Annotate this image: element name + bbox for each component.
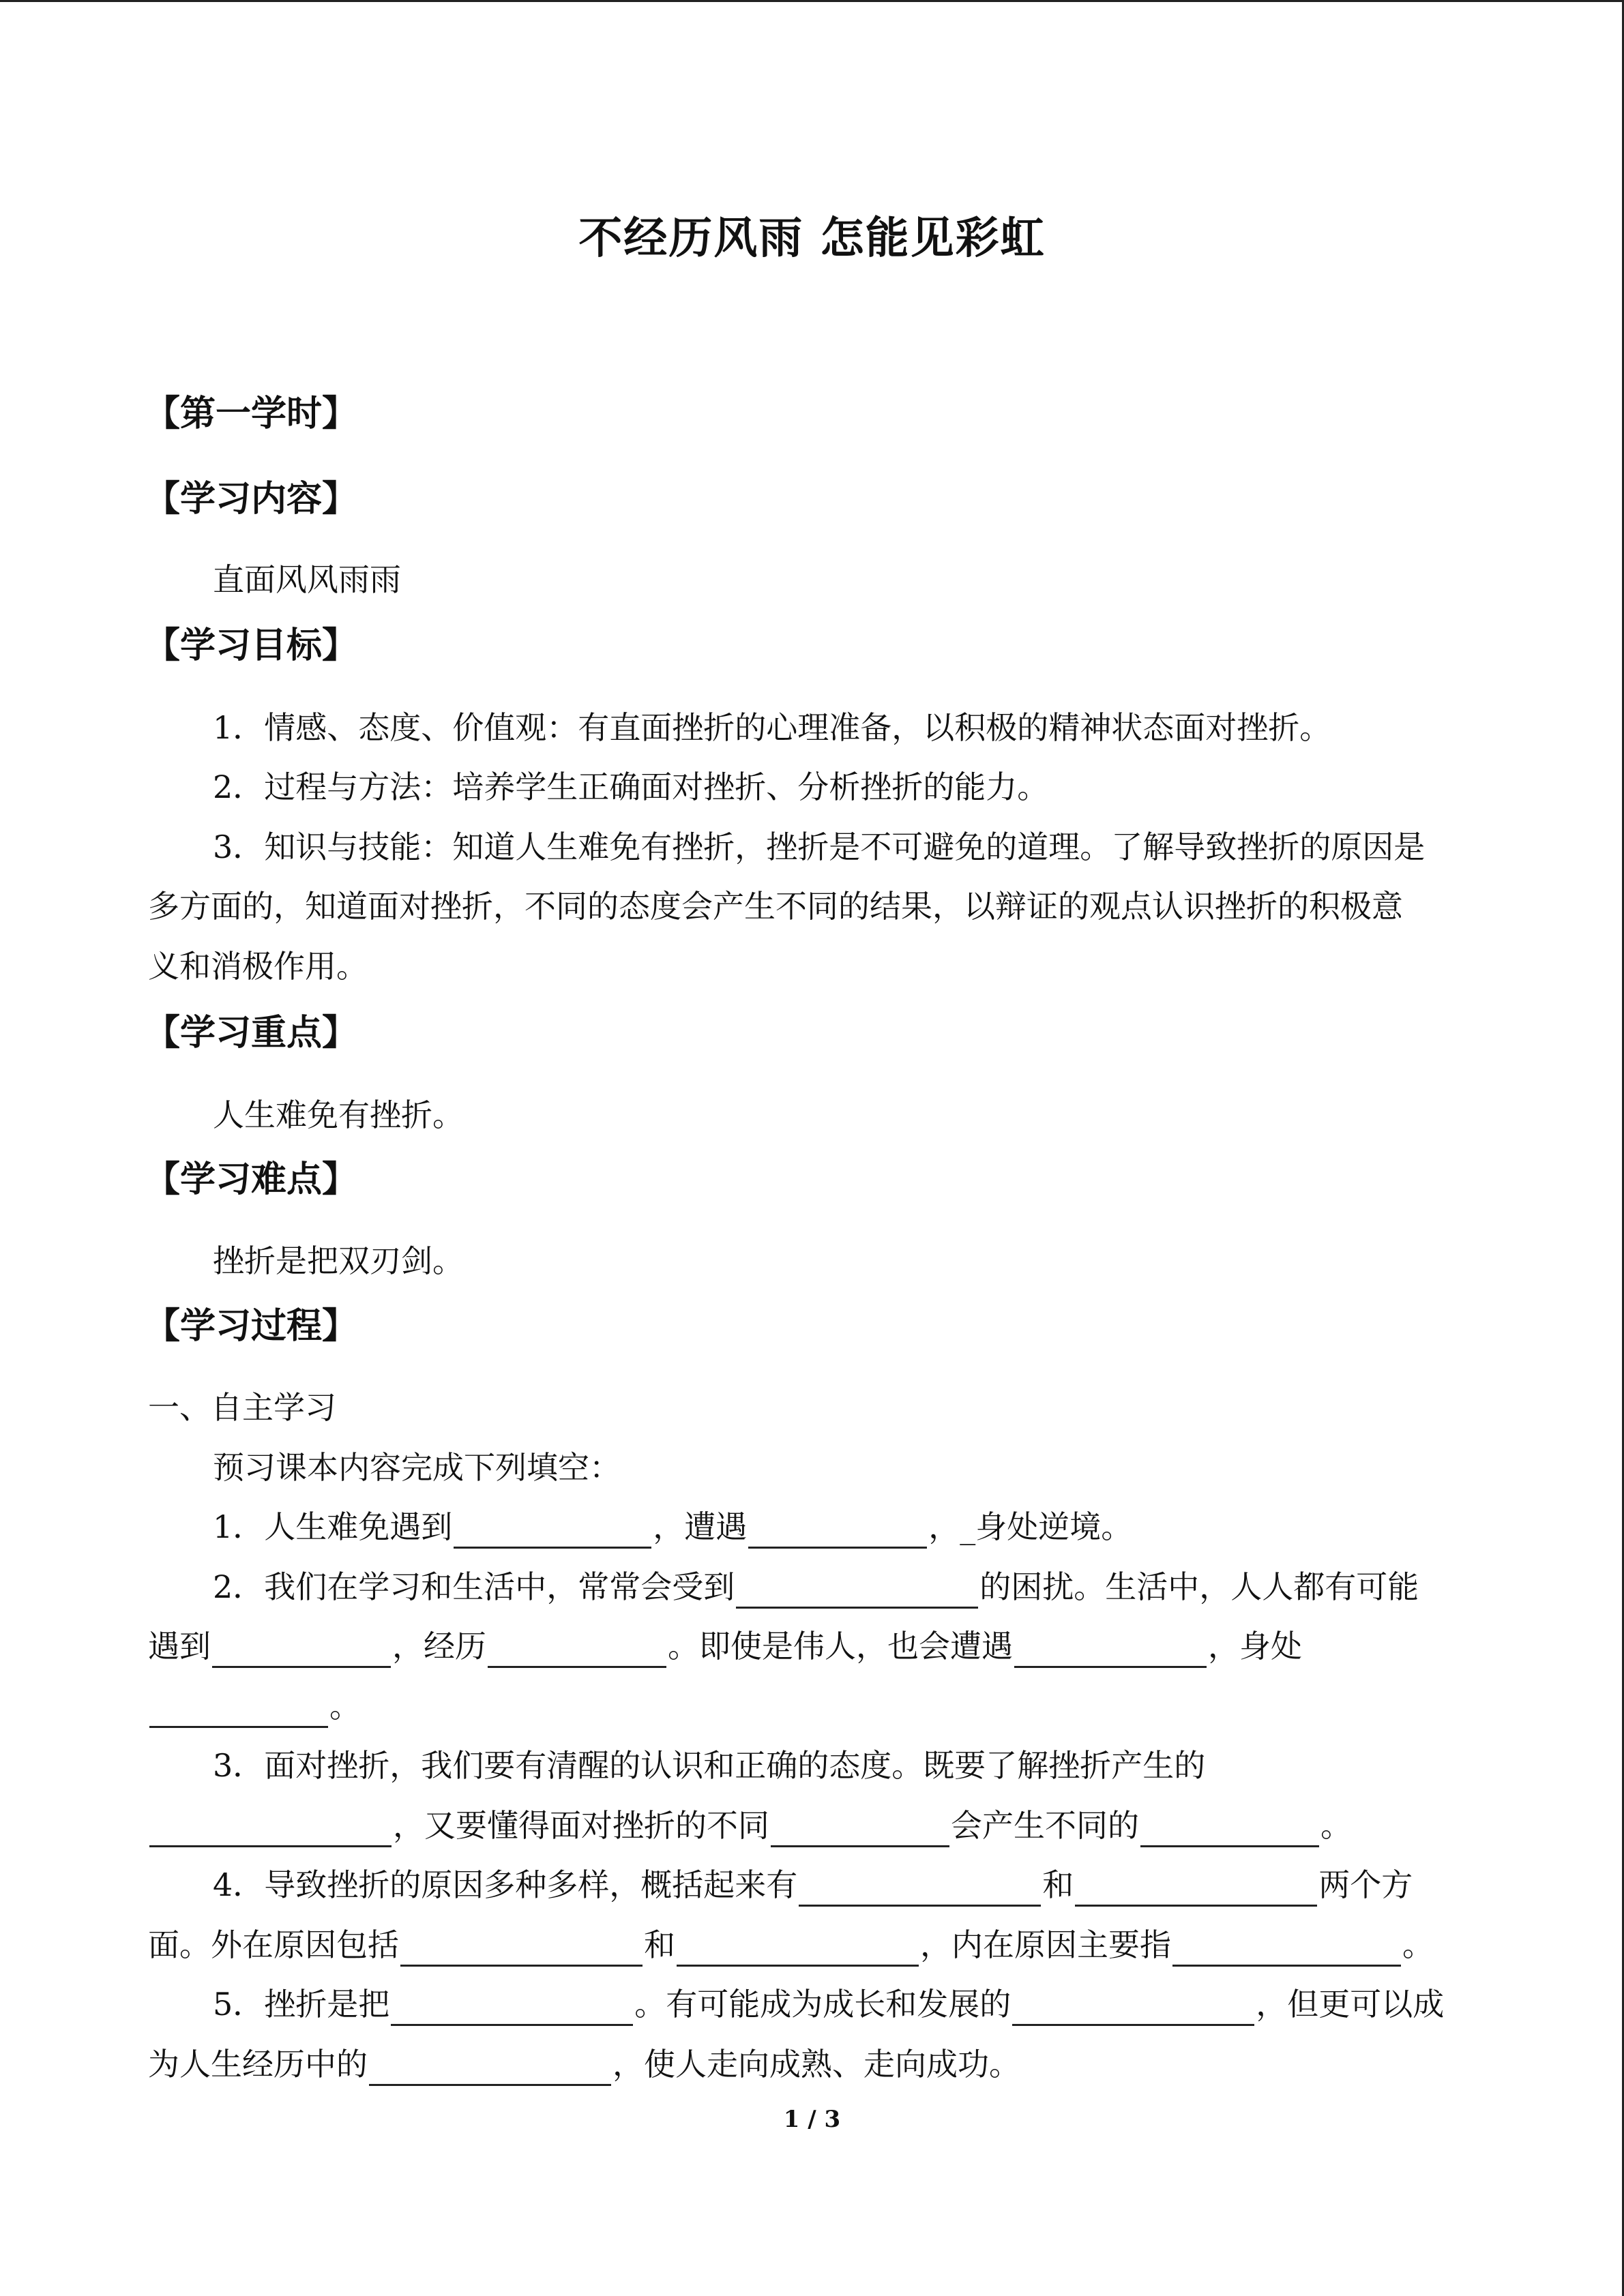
q2-text-c: 遇到 [148, 1628, 211, 1665]
q2-text-b: 的困扰。生活中，人人都有可能 [979, 1568, 1419, 1605]
q2-text-f: ，身处 [1208, 1628, 1302, 1665]
q4-text-a: 4．导致挫折的原因多种多样，概括起来有 [213, 1866, 798, 1903]
q4-text-b: 和 [1042, 1866, 1074, 1903]
question-3-line-1: 3．面对挫折，我们要有清醒的认识和正确的态度。既要了解挫折产生的 [213, 1747, 1206, 1784]
q3-text-c: 会产生不同的 [951, 1807, 1139, 1844]
process-heading: 【学习过程】 [145, 1306, 358, 1347]
q4-blank-2[interactable] [1075, 1870, 1317, 1907]
q2-blank-1[interactable] [736, 1572, 978, 1609]
q4-blank-3[interactable] [400, 1930, 643, 1967]
key-points-text: 人生难免有挫折。 [213, 1097, 464, 1133]
difficulty-heading: 【学习难点】 [145, 1159, 358, 1200]
q4-blank-1[interactable] [799, 1870, 1041, 1907]
goal-3-line-1: 3．知识与技能：知道人生难免有挫折，挫折是不可避免的道理。了解导致挫折的原因是 [213, 829, 1426, 865]
self-study-heading: 一、自主学习 [148, 1389, 336, 1426]
q4-text-f: ，内在原因主要指 [920, 1926, 1171, 1963]
q3-blank-3[interactable] [1140, 1811, 1319, 1847]
q5-text-e: ，使人走向成熟、走向成功。 [612, 2046, 1020, 2083]
question-1 [213, 1505, 1132, 1549]
question-2-line-2 [148, 1624, 1302, 1668]
q2-text-g: 。 [329, 1688, 361, 1725]
goal-2: 2．过程与方法：培养学生正确面对挫折、分析挫折的能力。 [213, 769, 1049, 805]
q4-text-g: 。 [1402, 1926, 1434, 1963]
q1-text-c: ，_身处逆境。 [928, 1508, 1133, 1545]
question-4-line-2 [148, 1923, 1434, 1967]
q5-text-b: 。有可能成为成长和发展的 [634, 1986, 1012, 2023]
document-title: 不经历风雨 怎能见彩虹 [578, 213, 1046, 264]
self-study-intro: 预习课本内容完成下列填空： [213, 1449, 621, 1486]
q2-blank-5[interactable] [149, 1692, 328, 1728]
q5-blank-2[interactable] [1012, 1990, 1254, 2026]
q5-blank-3[interactable] [369, 2050, 611, 2086]
difficulty-text: 挫折是把双刃剑。 [213, 1242, 464, 1279]
q3-text-d: 。 [1320, 1807, 1352, 1844]
q5-text-a: 5．挫折是把 [213, 1986, 390, 2023]
key-points-heading: 【学习重点】 [145, 1013, 358, 1054]
content-heading: 【学习内容】 [145, 479, 358, 520]
goals-heading: 【学习目标】 [145, 625, 358, 666]
question-3-line-2 [148, 1804, 1352, 1847]
q5-blank-1[interactable] [391, 1990, 633, 2026]
q4-blank-4[interactable] [677, 1930, 919, 1967]
q5-text-d: 为人生经历中的 [148, 2046, 368, 2083]
q2-text-a: 2．我们在学习和生活中，常常会受到 [213, 1568, 735, 1605]
q2-text-e: 。即使是伟人，也会遭遇 [668, 1628, 1013, 1665]
question-2-line-3 [148, 1684, 361, 1728]
q2-blank-3[interactable] [488, 1632, 666, 1668]
q4-blank-5[interactable] [1172, 1930, 1401, 1967]
q2-blank-2[interactable] [212, 1632, 391, 1668]
question-2-line-1 [213, 1565, 1419, 1609]
q1-text-b: ，遭遇 [653, 1508, 748, 1545]
q4-text-c: 两个方 [1318, 1866, 1413, 1903]
goal-3-line-2: 多方面的，知道面对挫折，不同的态度会产生不同的结果，以辩证的观点认识挫折的积极意 [148, 888, 1403, 925]
content-text: 直面风风雨雨 [213, 561, 401, 598]
goal-3-line-3: 义和消极作用。 [148, 948, 368, 985]
goal-1: 1．情感、态度、价值观：有直面挫折的心理准备，以积极的精神状态面对挫折。 [213, 709, 1331, 746]
q2-blank-4[interactable] [1014, 1632, 1207, 1668]
q4-text-d: 面。外在原因包括 [148, 1926, 399, 1963]
q1-blank-2[interactable] [748, 1512, 927, 1549]
q1-blank-1[interactable] [454, 1512, 651, 1549]
question-5-line-1 [213, 1982, 1444, 2026]
question-5-line-2 [148, 2042, 1020, 2086]
q3-text-b: ，又要懂得面对挫折的不同 [393, 1807, 769, 1844]
q3-blank-1[interactable] [149, 1811, 392, 1847]
q4-text-e: 和 [644, 1926, 675, 1963]
q3-blank-2[interactable] [771, 1811, 949, 1847]
page-number: 1 / 3 [783, 2106, 841, 2133]
q2-text-d: ，经历 [392, 1628, 486, 1665]
q5-text-c: ，但更可以成 [1256, 1986, 1445, 2023]
lesson-heading: 【第一学时】 [145, 393, 358, 434]
q1-text-a: 1．人生难免遇到 [213, 1508, 453, 1545]
question-4-line-1 [213, 1863, 1413, 1907]
